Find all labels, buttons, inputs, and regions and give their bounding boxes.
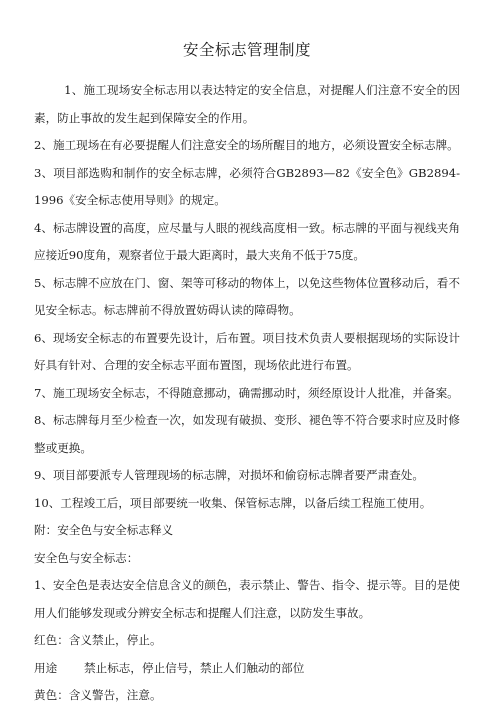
paragraph-8: 8、标志牌每月至少检查一次，如发现有破损、变形、褪色等不符合要求时应及时修整或更换。 [34, 413, 460, 455]
paragraph-5: 5、标志牌不应放在门、窗、架等可移动的物体上，以免这些物体位置移动后，看不见安全标志。标志牌前不得放置妨碍认读的障碍物。 [34, 275, 460, 317]
appendix-paragraph-1: 1、安全色是表达安全信息含义的颜色，表示禁止、警告、指令、提示等。目的是使用人们能够发现或分辨安全标志和提醒人们注意，以防发生事故。 [34, 578, 460, 620]
paragraph-10: 10、工程竣工后，项目部要统一收集、保管标志牌，以备后续工程施工使用。 [34, 495, 432, 510]
red-color-line: 红色：含义禁止，停止。 [34, 633, 162, 647]
document-title: 安全标志管理制度 [182, 41, 311, 59]
yellow-color-line: 黄色：含义警告，注意。 [34, 688, 162, 702]
appendix-subtitle: 安全色与安全标志： [34, 550, 139, 565]
paragraph-7: 7、施工现场安全标志，不得随意挪动，确需挪动时，须经原设计人批准，并备案。 [34, 385, 459, 400]
paragraph-1: 1、施工现场安全标志用以表达特定的安全信息，对提醒人们注意不安全的因素，防止事故的发生起到保障安全的作用。 [34, 83, 460, 125]
usage-label: 用途 [34, 660, 58, 675]
paragraph-2: 2、施工现场在有必要提醒人们注意安全的场所醒目的地方，必须设置安全标志牌。 [34, 138, 459, 152]
appendix-title: 附：安全色与安全标志释义 [34, 523, 174, 537]
paragraph-9: 9、项目部要派专人管理现场的标志牌，对损坏和偷窃标志牌者要严肃查处。 [34, 468, 424, 482]
usage-text: 禁止标志，停止信号，禁止人们触动的部位 [84, 660, 305, 675]
paragraph-6: 6、现场安全标志的布置要先设计，后布置。项目技术负责人要根据现场的实际设计好具有针对、合理的安全标志平面布置图，现场依此进行布置。 [34, 330, 460, 372]
paragraph-4: 4、标志牌设置的高度，应尽量与人眼的视线高度相一致。标志牌的平面与视线夹角应接近90度角，观察者位于最大距离时，最大夹角不低于75度。 [34, 220, 460, 262]
paragraph-3: 3、项目部选购和制作的安全标志牌，必须符合GB2893—82《安全色》GB2894-1996《安全标志使用导则》的规定。 [34, 165, 460, 207]
red-usage-row [34, 655, 460, 683]
